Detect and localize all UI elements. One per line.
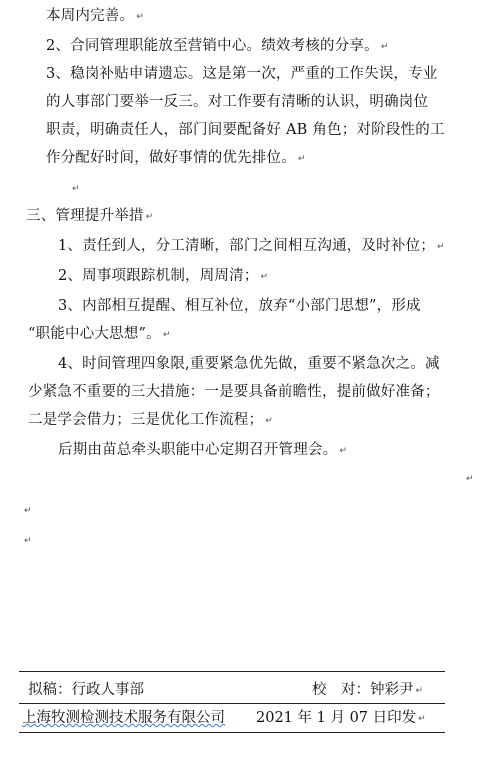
paragraph-mark-icon: ↵ — [418, 714, 426, 724]
paragraph-mark-icon: ↵ — [260, 272, 269, 282]
body-line: 少紧急不重要的三大措施：一是要具备前瞻性，提前做好准备； — [28, 384, 440, 400]
body-line: 3、内部相互提醒、相互补位，放弃“小部门思想”，形成 — [58, 298, 421, 314]
body-line: 的人事部门要举一反三。对工作要有清晰的认识，明确岗位 — [46, 94, 429, 110]
body-line: 二是学会借力；三是优化工作流程； ↵ — [28, 412, 273, 428]
body-line: 1、责任到人，分工清晰，部门之间相互沟通，及时补位； ↵ — [58, 238, 445, 254]
paragraph-mark-icon: ↵ — [466, 474, 474, 484]
paragraph-mark-icon: ↵ — [72, 184, 80, 194]
paragraph-mark-icon: ↵ — [415, 686, 424, 696]
paragraph-mark-icon: ↵ — [380, 42, 389, 52]
paragraph-mark-icon: ↵ — [297, 154, 306, 164]
body-line: 作分配好时间，做好事情的优先排位。 ↵ — [46, 150, 306, 166]
paragraph-mark-icon: ↵ — [24, 536, 32, 546]
body-line: 3、稳岗补贴申请遗忘。这是第一次，严重的工作失误，专业 — [46, 66, 438, 82]
company-name: 上海牧测检测技术服务有限公司 — [22, 710, 225, 726]
drafter-label: 拟稿：行政人事部 — [28, 682, 144, 698]
footer-middle-rule — [19, 703, 445, 704]
paragraph-mark-icon: ↵ — [436, 242, 445, 252]
body-line: 2、周事项跟踪机制，周周清； ↵ — [58, 268, 269, 284]
body-line: 4、时间管理四象限,重要紧急优先做，重要不紧急次之。减 — [58, 356, 440, 372]
issue-date: 2021 年 1 月 07 日印发 ↵ — [256, 710, 426, 726]
paragraph-mark-icon: ↵ — [265, 416, 273, 426]
body-line: 2、合同管理职能放至营销中心。绩效考核的分享。 ↵ — [46, 38, 389, 54]
paragraph-mark-icon: ↵ — [162, 330, 171, 340]
proofreader-label: 校 对：钟彩尹 ↵ — [312, 682, 424, 698]
body-line: 后期由苗总牵头职能中心定期召开管理会。 ↵ — [58, 442, 348, 458]
body-line: 职责，明确责任人，部门间要配备好 AB 角色；对阶段性的工 — [46, 122, 445, 138]
paragraph-mark-icon: ↵ — [136, 12, 144, 22]
footer-bottom-rule — [19, 732, 445, 733]
paragraph-mark-icon: ↵ — [339, 446, 348, 456]
paragraph-mark-icon: ↵ — [145, 212, 154, 222]
body-line: “职能中心大思想”。 ↵ — [28, 326, 171, 342]
paragraph-mark-icon: ↵ — [24, 506, 32, 516]
footer-top-rule — [19, 671, 445, 672]
section-heading: 三、管理提升举措 ↵ — [26, 208, 154, 224]
body-line: 本周内完善。 ↵ — [46, 8, 144, 24]
